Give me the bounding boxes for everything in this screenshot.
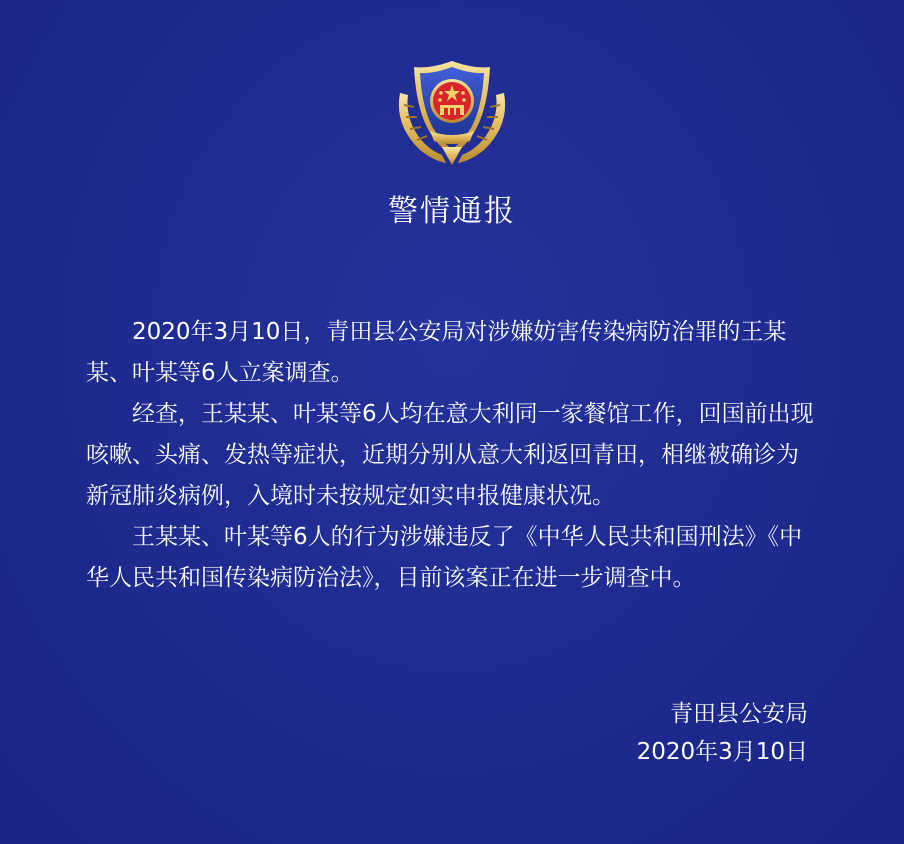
paragraph-2: 经查，王某某、叶某等6人均在意大利同一家餐馆工作，回国前出现咳嗽、头痛、发热等症状，近期分别从意大利返回青田，相继被确诊为新冠肺炎病例，入境时未按规定如实申报健康状况。 (86, 401, 814, 509)
signature-organization: 青田县公安局 (670, 701, 808, 727)
notice-body (86, 312, 818, 599)
paragraph-1: 2020年3月10日，青田县公安局对涉嫌妨害传染病防治罪的王某某、叶某等6人立案调查。 (86, 319, 787, 386)
notice-title: 警情通报 (388, 194, 516, 229)
police-emblem-icon (390, 55, 514, 173)
signature-date: 2020年3月10日 (636, 739, 808, 765)
paragraph-3: 王某某、叶某等6人的行为涉嫌违反了《中华人民共和国刑法》《中华人民共和国传染病防治法》，目前该案正在进一步调查中。 (86, 524, 803, 591)
